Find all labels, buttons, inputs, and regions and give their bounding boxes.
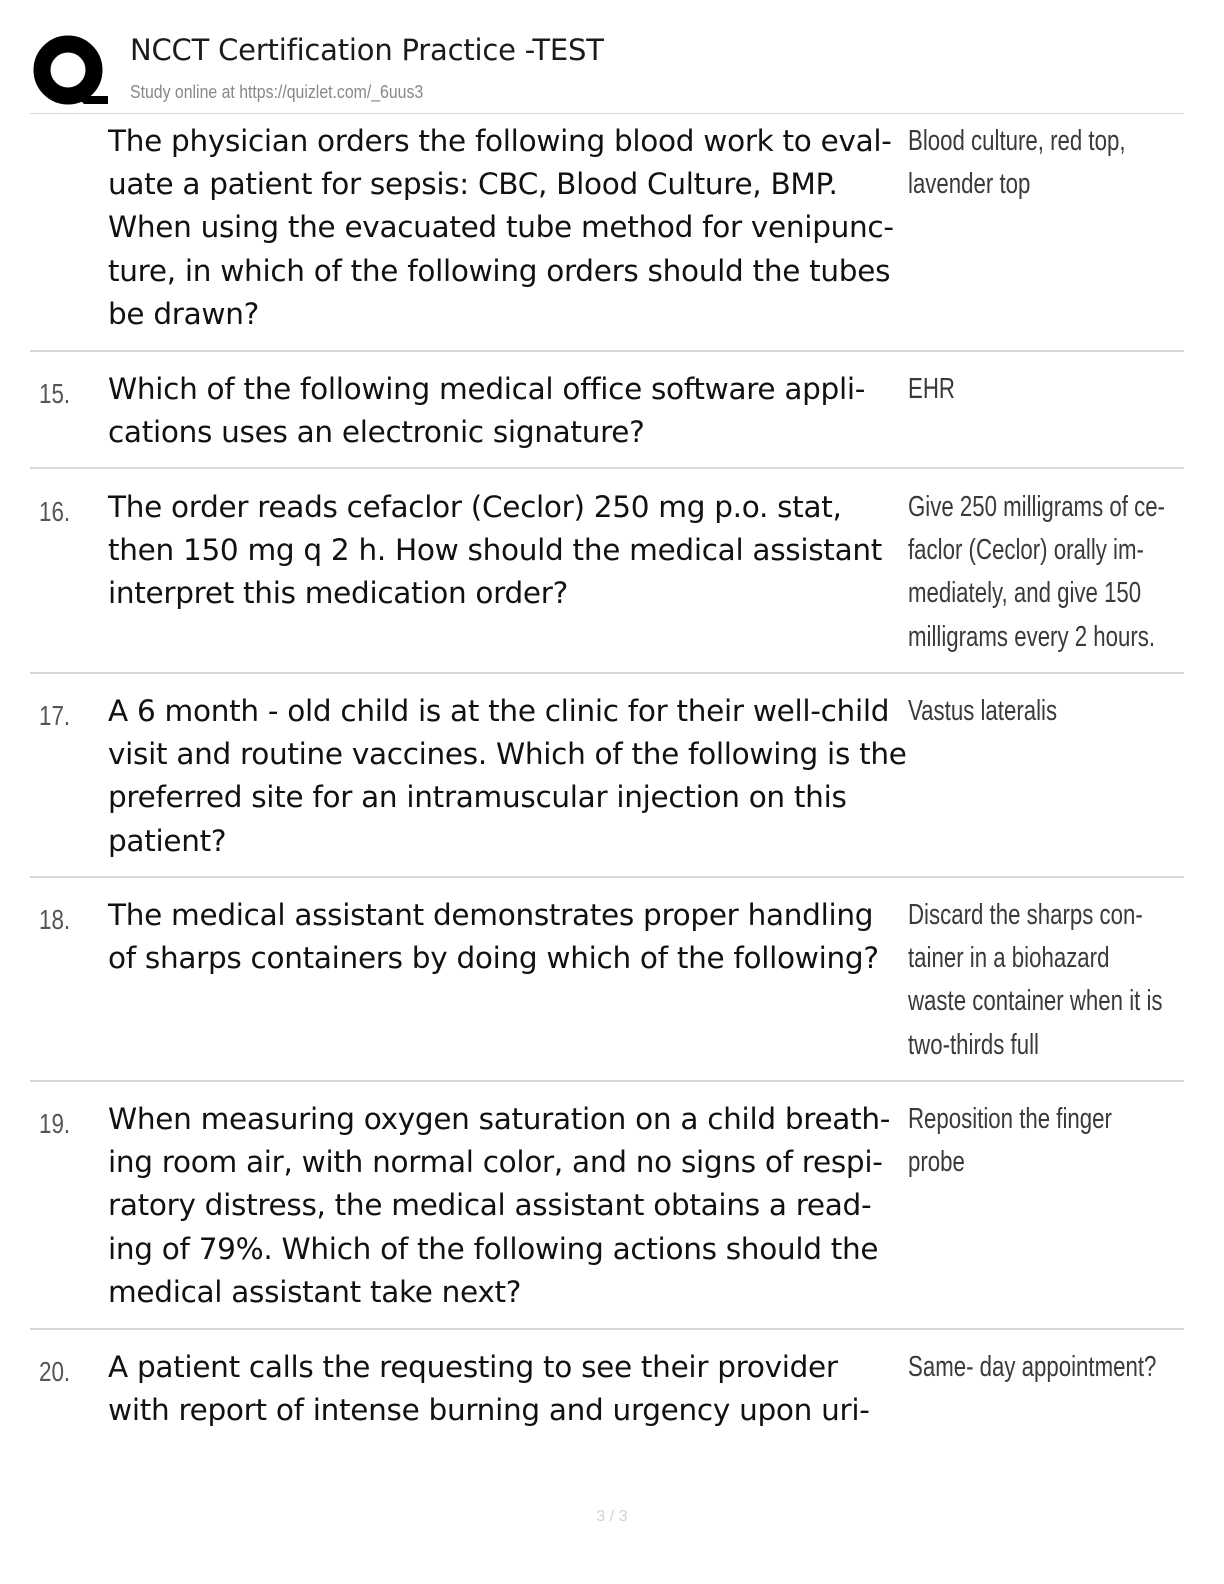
answer-line: Blood culture, red top, [908,125,1126,157]
card-answer [908,690,1184,733]
card-question [108,1346,908,1432]
flashcard-row [30,684,1184,878]
question-line: ture, in which of the following orders should the tubes [108,253,891,288]
flashcard-row [30,362,1184,469]
question-line: The medical assistant demonstrates proper handling [108,898,874,932]
question-line: of sharps containers by doing which of the following? [108,941,879,976]
card-answer [908,486,1184,659]
study-online-link[interactable]: Study online at https://quizlet.com/_6uus3 [130,82,424,102]
question-line: visit and routine vaccines. Which of the following is the [108,737,907,772]
answer-line: Give 250 milligrams of ce- [908,491,1165,523]
card-number: 19. [39,1108,71,1139]
card-question [108,894,908,980]
answer-line: Vastus lateralis [908,695,1058,727]
answer-line: tainer in a biohazard [908,942,1110,975]
card-answer [908,1098,1184,1184]
question-line: with report of intense burning and urgency upon uri- [108,1393,870,1428]
answer-line: probe [908,1146,965,1179]
card-question [108,120,908,336]
card-answer [908,368,1184,411]
answer-line: faclor (Ceclor) orally im- [908,534,1144,567]
answer-line: milligrams every 2 hours. [908,620,1156,653]
card-number: 15. [39,378,71,409]
question-line: uate a patient for sepsis: CBC, Blood Culture, BMP. [108,167,838,202]
flashcard-row [30,114,1184,352]
question-line: ratory distress, the medical assistant obtains a read- [108,1188,872,1223]
answer-line: Discard the sharps con- [908,899,1143,931]
question-line: preferred site for an intramuscular injection on this [108,780,847,815]
question-line: interpret this medication order? [108,576,568,611]
flashcard-row [30,480,1184,674]
card-answer [908,894,1184,1067]
card-number: 20. [39,1356,71,1387]
card-question [108,486,908,616]
question-line: medical assistant take next? [108,1274,522,1309]
question-line: The physician orders the following blood work to eval- [108,124,892,158]
flashcard-row [30,1340,1184,1440]
question-line: then 150 mg q 2 h. How should the medical assistant [108,533,883,568]
question-line: be drawn? [108,296,259,331]
answer-line: Reposition the finger [908,1103,1112,1135]
card-number: 16. [39,496,71,527]
page-number: 3 / 3 [596,1508,628,1525]
answer-line: mediately, and give 150 [908,577,1142,610]
card-number: 17. [39,700,71,731]
answer-line: EHR [908,373,955,405]
flashcard-row [30,888,1184,1082]
card-question [108,1098,908,1314]
document-title: NCCT Certification Practice -TEST [130,33,604,67]
card-question [108,690,908,863]
answer-line: two-thirds full [908,1028,1039,1061]
question-line: ing room air, with normal color, and no signs of respi- [108,1145,883,1180]
question-line: When measuring oxygen saturation on a child breath- [108,1102,891,1136]
question-line: Which of the following medical office software appli- [108,372,866,406]
answer-line: lavender top [908,168,1031,201]
quizlet-logo-icon [32,34,108,110]
question-line: ing of 79%. Which of the following actions should the [108,1231,879,1266]
card-answer [908,1346,1184,1389]
answer-line: Same- day appointment? [908,1351,1157,1383]
question-line: A patient calls the requesting to see their provider [108,1350,838,1384]
answer-line: waste container when it is [908,985,1163,1018]
question-line: The order reads cefaclor (Ceclor) 250 mg p.o. stat, [108,490,842,524]
page-header [30,28,1184,114]
question-line: When using the evacuated tube method for venipunc- [108,210,894,245]
card-question [108,368,908,454]
question-line: A 6 month - old child is at the clinic for their well-child [108,694,890,728]
card-answer [908,120,1184,206]
card-number: 18. [39,904,71,935]
question-line: patient? [108,823,227,858]
question-line: cations uses an electronic signature? [108,415,645,450]
flashcard-row [30,1092,1184,1330]
